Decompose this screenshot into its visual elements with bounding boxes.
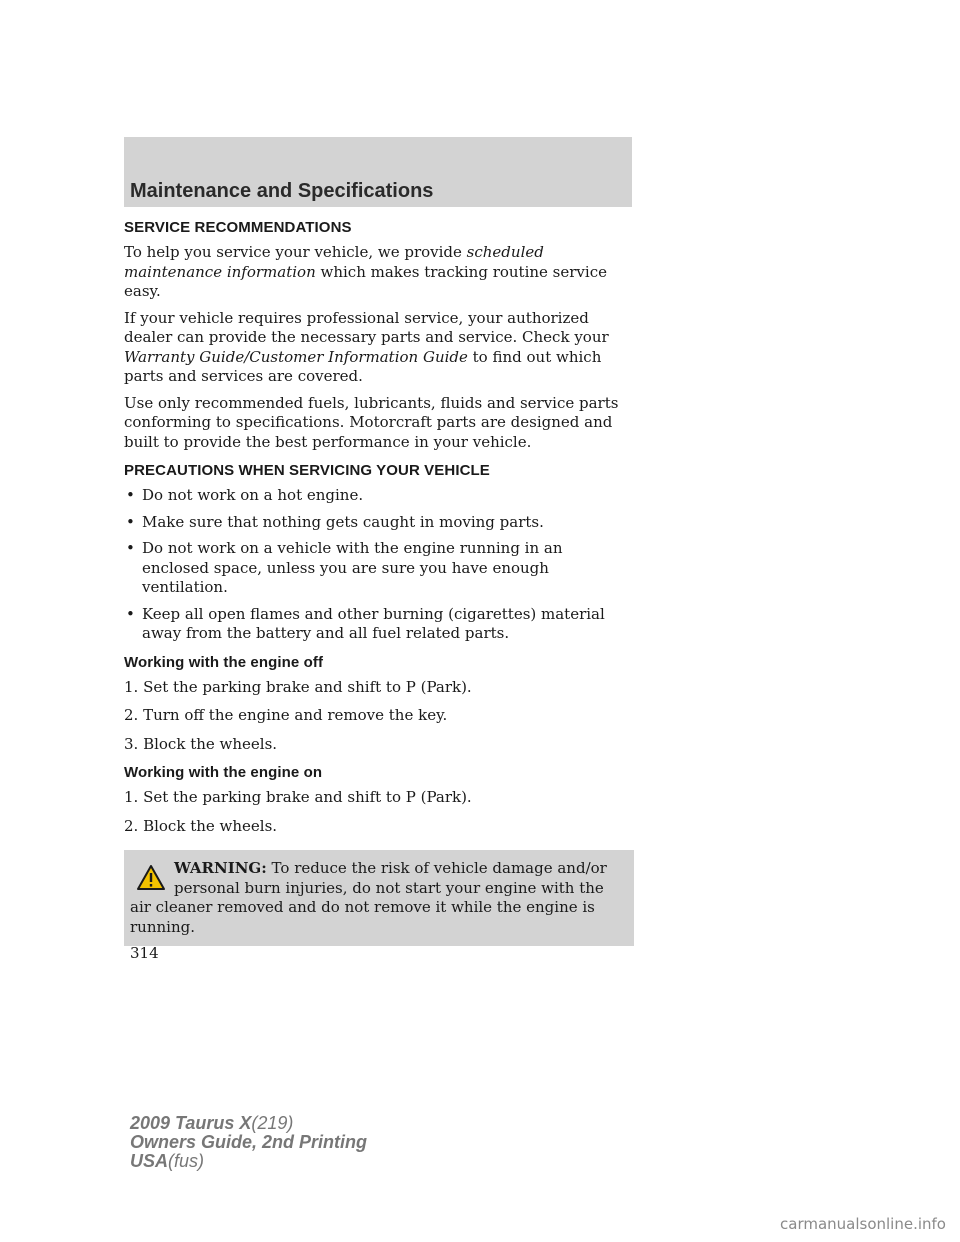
watermark-text: carmanualsonline.info [780, 1215, 946, 1233]
list-item: • Keep all open flames and other burning (cigarettes) material away from the battery and all fuel related parts. [126, 604, 605, 642]
footer-line: 2009 Taurus X(219) [130, 1113, 294, 1133]
main-content [124, 218, 634, 946]
warning-label: WARNING: [174, 859, 267, 877]
paragraph-professional-service: If your vehicle requires professional service, your authorized dealer can provide the necessary parts and service. Check your Warranty Guide/Customer Information Guide to find out which parts and services are covered. [124, 308, 609, 385]
bullet-icon: • [126, 539, 135, 557]
list-item: • Do not work on a vehicle with the engine running in an enclosed space, unless you are sure you have enough ventilation. [126, 539, 563, 596]
paragraph-intro: To help you service your vehicle, we provide scheduled maintenance information which makes tracking routine service easy. [124, 243, 607, 300]
paragraph-recommended-parts: Use only recommended fuels, lubricants, fluids and service parts conforming to specifications. Motorcraft parts are designed and built to provide the best performance in your vehicle. [124, 393, 619, 451]
step-item: 2. Turn off the engine and remove the key. [124, 706, 448, 724]
list-item: • Make sure that nothing gets caught in moving parts. [126, 512, 544, 531]
document-footer [130, 1114, 367, 1171]
section-heading-precautions: PRECAUTIONS WHEN SERVICING YOUR VEHICLE [124, 462, 490, 479]
warning-box [124, 850, 634, 946]
page-number: 314 [130, 944, 159, 962]
subheading-engine-on: Working with the engine on [124, 764, 323, 781]
subheading-engine-off: Working with the engine off [124, 653, 324, 671]
precautions-list [124, 486, 634, 644]
step-item: 1. Set the parking brake and shift to P (Park). [124, 788, 472, 806]
step-item: 1. Set the parking brake and shift to P (Park). [124, 677, 472, 696]
section-heading-service-recommendations: SERVICE RECOMMENDATIONS [124, 219, 352, 236]
list-item: • Do not work on a hot engine. [126, 486, 364, 504]
engine-on-steps [124, 788, 634, 836]
bullet-icon: • [126, 486, 135, 504]
emphasis-warranty-guide: Warranty Guide/Customer Information Guide [124, 347, 468, 366]
engine-off-steps [124, 678, 634, 755]
step-item: 3. Block the wheels. [124, 734, 278, 753]
footer-line: USA(fus) [130, 1151, 205, 1171]
warning-text: To reduce the risk of vehicle damage and/or personal burn injuries, do not start your engine with the air cleaner removed and do not remove it while the engine is running. [130, 859, 607, 936]
footer-line: Owners Guide, 2nd Printing [130, 1132, 368, 1152]
bullet-icon: • [126, 604, 135, 623]
page-title: Maintenance and Specifications [130, 180, 434, 202]
bullet-icon: • [126, 512, 135, 531]
emphasis-scheduled-maintenance: scheduled maintenance information [124, 243, 544, 281]
step-item: 2. Block the wheels. [124, 816, 278, 835]
warning-triangle-icon [136, 864, 166, 891]
